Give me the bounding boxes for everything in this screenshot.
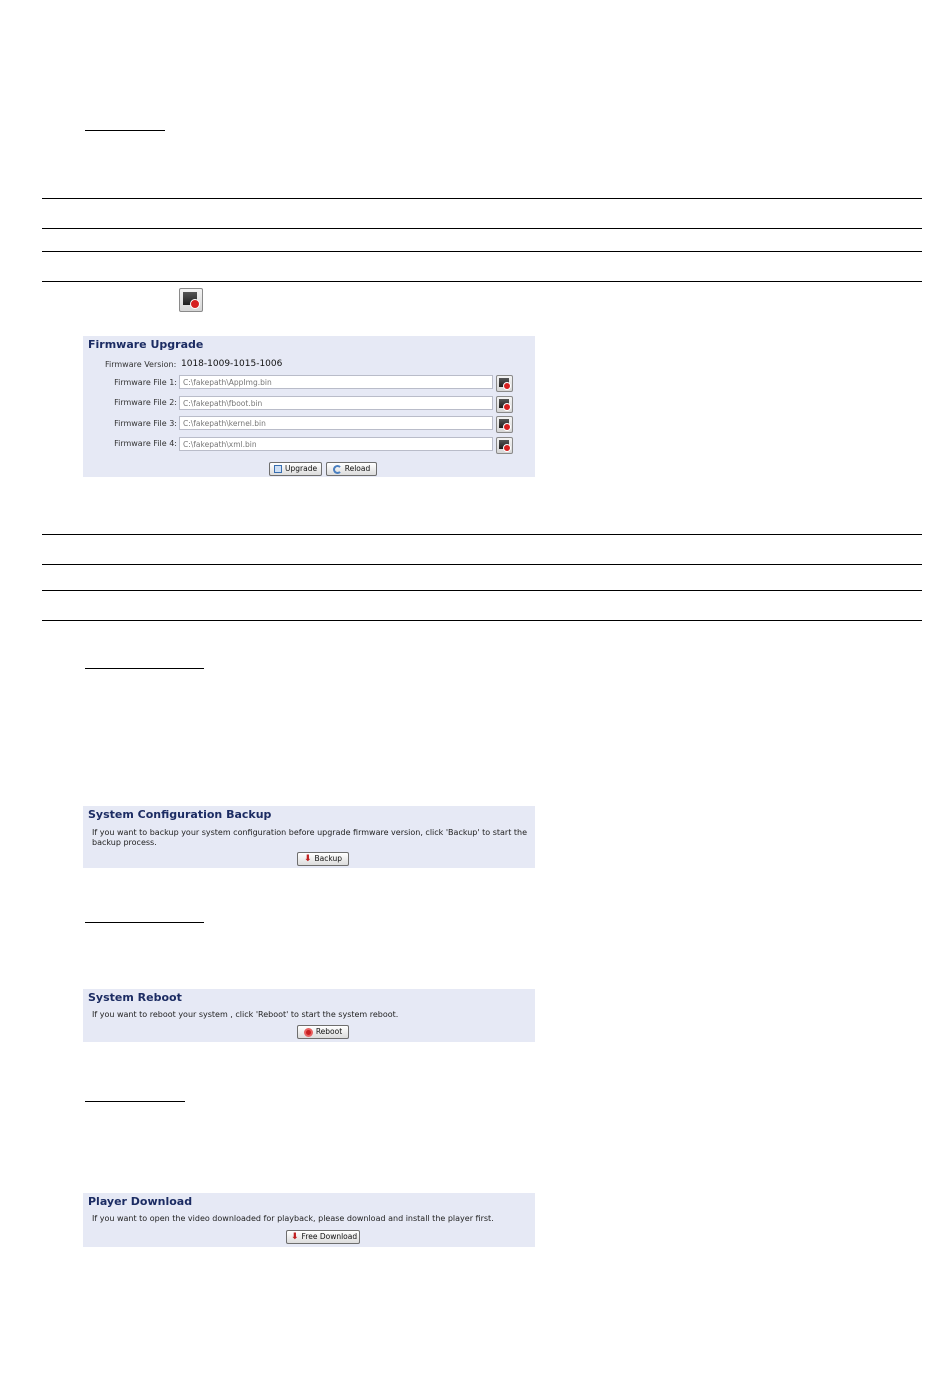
firmware-version-value: 1018-1009-1015-1006 bbox=[181, 359, 283, 369]
browse-icon-dot bbox=[503, 444, 511, 452]
firmware-version-label: Firmware Version: bbox=[105, 360, 177, 369]
table-rule bbox=[42, 251, 922, 252]
table-rule bbox=[42, 534, 922, 535]
backup-button[interactable] bbox=[297, 852, 349, 866]
upgrade-icon bbox=[274, 465, 282, 473]
player-description: If you want to open the video downloaded for playback, please download and install the player first. bbox=[92, 1214, 494, 1223]
firmware-file-label: Firmware File 1: bbox=[114, 378, 177, 387]
browse-icon-dot bbox=[190, 299, 200, 309]
table-rule bbox=[42, 228, 922, 229]
firmware-file-label: Firmware File 2: bbox=[114, 398, 177, 407]
table-rule bbox=[42, 198, 922, 199]
table-rule bbox=[42, 620, 922, 621]
download-icon: ⬇ bbox=[303, 854, 312, 864]
backup-description: If you want to backup your system configuration before upgrade firmware version, click 'Backup' to start the backup process. bbox=[92, 828, 527, 847]
reboot-button[interactable] bbox=[297, 1025, 349, 1039]
browse-icon-dot bbox=[503, 423, 511, 431]
reload-button[interactable] bbox=[326, 462, 377, 476]
panel-title: Firmware Upgrade bbox=[88, 338, 204, 351]
firmware-upgrade-panel bbox=[83, 336, 535, 477]
upgrade-button-label: Upgrade bbox=[285, 464, 318, 473]
section-heading-underline bbox=[85, 1101, 185, 1102]
browse-icon[interactable] bbox=[496, 437, 513, 454]
browse-icon-dot bbox=[503, 382, 511, 390]
reboot-panel bbox=[83, 989, 535, 1042]
upgrade-button[interactable] bbox=[269, 462, 322, 476]
firmware-file-input[interactable]: C:\fakepath\kernel.bin bbox=[179, 416, 493, 430]
download-icon: ⬇ bbox=[291, 1232, 299, 1242]
backup-button-label: Backup bbox=[314, 854, 343, 863]
firmware-file-label: Firmware File 4: bbox=[114, 439, 177, 448]
reload-button-label: Reload bbox=[344, 464, 371, 473]
backup-panel bbox=[83, 806, 535, 868]
table-rule bbox=[42, 281, 922, 282]
firmware-file-input[interactable]: C:\fakepath\xml.bin bbox=[179, 437, 493, 451]
firmware-file-input[interactable]: C:\fakepath\AppImg.bin bbox=[179, 375, 493, 389]
section-heading-underline bbox=[85, 130, 165, 131]
panel-title: System Reboot bbox=[88, 991, 182, 1004]
reboot-button-label: Reboot bbox=[315, 1027, 343, 1036]
reboot-description: If you want to reboot your system , click 'Reboot' to start the system reboot. bbox=[92, 1010, 399, 1019]
firmware-file-input[interactable]: C:\fakepath\fboot.bin bbox=[179, 396, 493, 410]
table-rule bbox=[42, 564, 922, 565]
player-download-panel bbox=[83, 1193, 535, 1247]
power-icon bbox=[304, 1028, 313, 1037]
browse-icon-dot bbox=[503, 403, 511, 411]
reload-icon bbox=[333, 465, 342, 474]
free-download-button-label: Free Download bbox=[301, 1232, 358, 1241]
browse-icon[interactable] bbox=[496, 416, 513, 433]
firmware-file-label: Firmware File 3: bbox=[114, 419, 177, 428]
panel-title: Player Download bbox=[88, 1195, 193, 1208]
section-heading-underline bbox=[85, 922, 204, 923]
browse-icon[interactable] bbox=[496, 375, 513, 392]
table-rule bbox=[42, 590, 922, 591]
free-download-button[interactable] bbox=[286, 1230, 360, 1244]
section-heading-underline bbox=[85, 668, 204, 669]
panel-title: System Configuration Backup bbox=[88, 808, 272, 821]
browse-icon[interactable] bbox=[496, 396, 513, 413]
browse-icon bbox=[179, 288, 203, 312]
